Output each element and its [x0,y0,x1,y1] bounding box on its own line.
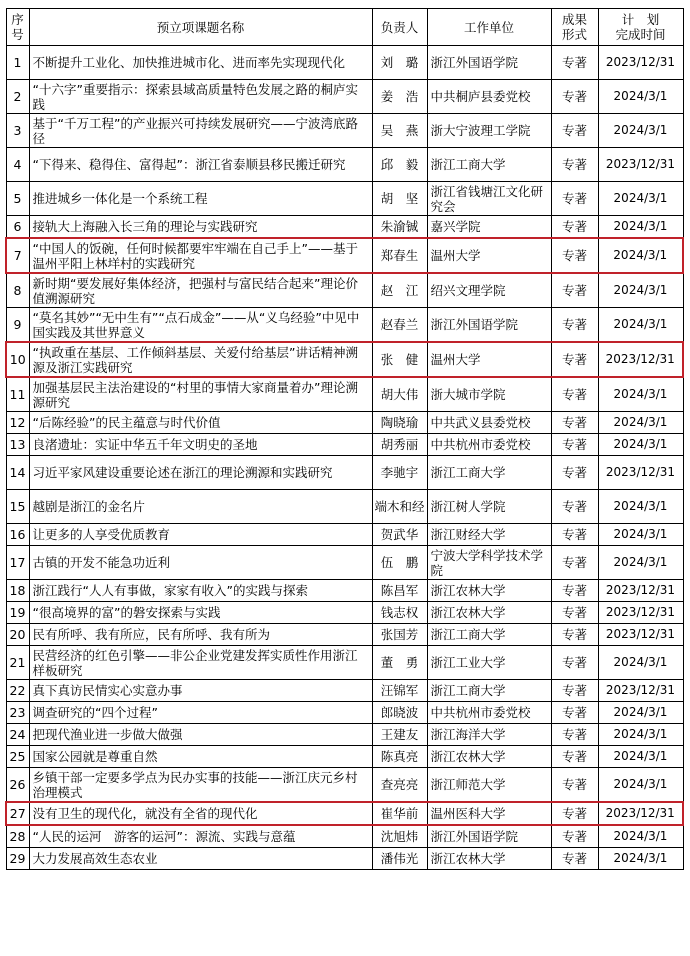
row-unit: 宁波大学科学技术学院 [427,546,551,580]
table-row [6,238,683,273]
row-form: 专著 [551,456,598,490]
row-title: “莫名其妙”“无中生有”“点石成金”——从“义乌经验”中见中国实践及其世界意义 [29,308,372,343]
table-row [6,377,683,412]
table-row [6,802,683,825]
row-leader: 郑春生 [372,238,427,273]
row-title: 新时期“要发展好集体经济，把强村与富民结合起来”理论价值溯源研究 [29,273,372,308]
row-leader: 沈旭炜 [372,825,427,848]
row-form: 专著 [551,273,598,308]
row-no: 5 [6,182,29,216]
row-title: 民营经济的红色引擎——非公企业党建发挥实质性作用浙江样板研究 [29,646,372,680]
row-unit: 浙江海洋大学 [427,724,551,746]
row-leader: 查亮亮 [372,768,427,803]
row-title: 古镇的开发不能急功近利 [29,546,372,580]
row-form: 专著 [551,646,598,680]
table-row [6,216,683,239]
row-unit: 浙大宁波理工学院 [427,114,551,148]
row-date: 2023/12/31 [598,602,683,624]
table-row [6,456,683,490]
table-row [6,680,683,702]
row-form: 专著 [551,702,598,724]
row-title: “人民的运河 游客的运河”：源流、实践与意蕴 [29,825,372,848]
table-row [6,624,683,646]
row-no: 16 [6,524,29,546]
row-title: 习近平家风建设重要论述在浙江的理论溯源和实践研究 [29,456,372,490]
row-title: 不断提升工业化、加快推进城市化、进而率先实现现代化 [29,46,372,80]
table-row [6,746,683,768]
row-no: 21 [6,646,29,680]
row-leader: 邱 毅 [372,148,427,182]
row-no: 12 [6,412,29,434]
table-row [6,434,683,456]
row-form: 专著 [551,490,598,524]
row-form: 专著 [551,848,598,870]
row-unit: 浙江省钱塘江文化研究会 [427,182,551,216]
row-title: 让更多的人享受优质教育 [29,524,372,546]
table-row [6,490,683,524]
row-form: 专著 [551,768,598,803]
row-date: 2024/3/1 [598,825,683,848]
row-title: 推进城乡一体化是一个系统工程 [29,182,372,216]
row-date: 2024/3/1 [598,524,683,546]
table-row [6,646,683,680]
row-form: 专著 [551,724,598,746]
row-no: 1 [6,46,29,80]
row-no: 6 [6,216,29,239]
row-title: “执政重在基层、工作倾斜基层、关爱付给基层”讲话精神溯源及浙江实践研究 [29,342,372,377]
row-no: 4 [6,148,29,182]
row-title: “很高境界的富”的磐安探索与实践 [29,602,372,624]
table-row [6,546,683,580]
row-form: 专著 [551,680,598,702]
row-no: 15 [6,490,29,524]
row-form: 专著 [551,412,598,434]
row-date: 2024/3/1 [598,377,683,412]
row-date: 2024/3/1 [598,80,683,114]
row-no: 11 [6,377,29,412]
row-title: “后陈经验”的民主蕴意与时代价值 [29,412,372,434]
row-leader: 伍 鹏 [372,546,427,580]
header-date: 计 划 完成时间 [598,9,683,46]
row-date: 2023/12/31 [598,680,683,702]
row-no: 17 [6,546,29,580]
row-date: 2024/3/1 [598,724,683,746]
row-form: 专著 [551,580,598,602]
row-no: 29 [6,848,29,870]
row-unit: 中共杭州市委党校 [427,434,551,456]
row-unit: 浙江农林大学 [427,746,551,768]
row-no: 7 [6,238,29,273]
row-form: 专著 [551,802,598,825]
row-title: “中国人的饭碗，任何时候都要牢牢端在自己手上”——基于温州平阳上林垟村的实践研究 [29,238,372,273]
row-leader: 钱志权 [372,602,427,624]
row-date: 2024/3/1 [598,434,683,456]
row-leader: 陈昌军 [372,580,427,602]
row-date: 2024/3/1 [598,216,683,239]
row-leader: 张 健 [372,342,427,377]
row-no: 13 [6,434,29,456]
row-form: 专著 [551,46,598,80]
row-form: 专著 [551,746,598,768]
row-date: 2024/3/1 [598,848,683,870]
row-leader: 赵 江 [372,273,427,308]
row-unit: 浙江农林大学 [427,848,551,870]
row-no: 23 [6,702,29,724]
table-row [6,702,683,724]
table-row [6,182,683,216]
header-leader: 负责人 [372,9,427,46]
table-row [6,825,683,848]
row-leader: 潘伟光 [372,848,427,870]
table-row [6,602,683,624]
row-form: 专著 [551,114,598,148]
row-leader: 姜 浩 [372,80,427,114]
row-form: 专著 [551,546,598,580]
row-date: 2024/3/1 [598,646,683,680]
table-row [6,580,683,602]
row-unit: 浙大城市学院 [427,377,551,412]
row-unit: 浙江师范大学 [427,768,551,803]
header-form: 成果 形式 [551,9,598,46]
row-unit: 浙江工商大学 [427,624,551,646]
row-leader: 李驰宇 [372,456,427,490]
row-leader: 端木和经 [372,490,427,524]
row-leader: 陈真亮 [372,746,427,768]
row-leader: 张国芳 [372,624,427,646]
row-no: 19 [6,602,29,624]
row-date: 2023/12/31 [598,802,683,825]
row-unit: 浙江农林大学 [427,580,551,602]
table-row [6,848,683,870]
row-date: 2024/3/1 [598,702,683,724]
header-title: 预立项课题名称 [29,9,372,46]
row-title: 基于“千万工程”的产业振兴可持续发展研究——宁波湾底路径 [29,114,372,148]
row-title: 越剧是浙江的金名片 [29,490,372,524]
row-no: 9 [6,308,29,343]
project-table-container [5,8,684,870]
row-unit: 浙江农林大学 [427,602,551,624]
row-no: 14 [6,456,29,490]
table-row [6,412,683,434]
table-row [6,724,683,746]
row-title: 乡镇干部一定要多学点为民办实事的技能——浙江庆元乡村治理模式 [29,768,372,803]
row-leader: 吴 燕 [372,114,427,148]
row-form: 专著 [551,342,598,377]
row-no: 3 [6,114,29,148]
row-title: 国家公园就是尊重自然 [29,746,372,768]
row-date: 2024/3/1 [598,182,683,216]
row-title: 把现代渔业进一步做大做强 [29,724,372,746]
row-no: 26 [6,768,29,803]
row-form: 专著 [551,148,598,182]
row-leader: 胡秀丽 [372,434,427,456]
table-row [6,342,683,377]
header-no: 序 号 [6,9,29,46]
row-form: 专著 [551,524,598,546]
row-title: “下得来、稳得住、富得起”：浙江省泰顺县移民搬迁研究 [29,148,372,182]
row-date: 2024/3/1 [598,273,683,308]
row-no: 10 [6,342,29,377]
row-title: 调查研究的“四个过程” [29,702,372,724]
row-title: 接轨大上海融入长三角的理论与实践研究 [29,216,372,239]
header-unit: 工作单位 [427,9,551,46]
row-unit: 浙江工业大学 [427,646,551,680]
row-title: 真下真访民情实心实意办事 [29,680,372,702]
row-form: 专著 [551,238,598,273]
row-unit: 中共桐庐县委党校 [427,80,551,114]
row-form: 专著 [551,434,598,456]
row-title: “十六字”重要指示：探索县域高质量特色发展之路的桐庐实践 [29,80,372,114]
table-row [6,114,683,148]
row-date: 2023/12/31 [598,456,683,490]
row-form: 专著 [551,825,598,848]
table-row [6,80,683,114]
row-no: 8 [6,273,29,308]
row-leader: 崔华前 [372,802,427,825]
row-date: 2024/3/1 [598,546,683,580]
row-unit: 温州大学 [427,342,551,377]
row-leader: 郎晓波 [372,702,427,724]
row-title: 大力发展高效生态农业 [29,848,372,870]
row-no: 25 [6,746,29,768]
row-unit: 中共杭州市委党校 [427,702,551,724]
row-leader: 汪锦军 [372,680,427,702]
row-date: 2024/3/1 [598,768,683,803]
row-no: 27 [6,802,29,825]
row-form: 专著 [551,624,598,646]
table-row [6,308,683,343]
row-form: 专著 [551,377,598,412]
row-no: 24 [6,724,29,746]
row-no: 20 [6,624,29,646]
row-date: 2024/3/1 [598,746,683,768]
row-no: 18 [6,580,29,602]
table-row [6,768,683,803]
table-row [6,46,683,80]
row-date: 2023/12/31 [598,148,683,182]
row-unit: 嘉兴学院 [427,216,551,239]
row-date: 2024/3/1 [598,114,683,148]
row-leader: 胡大伟 [372,377,427,412]
row-form: 专著 [551,602,598,624]
row-unit: 温州医科大学 [427,802,551,825]
row-title: 没有卫生的现代化，就没有全省的现代化 [29,802,372,825]
row-unit: 中共武义县委党校 [427,412,551,434]
row-unit: 浙江外国语学院 [427,825,551,848]
row-leader: 董 勇 [372,646,427,680]
row-leader: 胡 坚 [372,182,427,216]
row-leader: 刘 璐 [372,46,427,80]
row-form: 专著 [551,182,598,216]
row-date: 2023/12/31 [598,580,683,602]
row-no: 22 [6,680,29,702]
row-date: 2023/12/31 [598,46,683,80]
row-form: 专著 [551,216,598,239]
row-unit: 浙江工商大学 [427,456,551,490]
row-unit: 绍兴文理学院 [427,273,551,308]
row-unit: 温州大学 [427,238,551,273]
row-leader: 朱渝铖 [372,216,427,239]
row-date: 2024/3/1 [598,238,683,273]
row-title: 加强基层民主法治建设的“村里的事情大家商量着办”理论溯源研究 [29,377,372,412]
row-title: 民有所呼、我有所应，民有所呼、我有所为 [29,624,372,646]
header-row [6,9,683,46]
row-unit: 浙江工商大学 [427,148,551,182]
table-row [6,148,683,182]
row-unit: 浙江外国语学院 [427,46,551,80]
row-date: 2024/3/1 [598,490,683,524]
table-row [6,524,683,546]
row-unit: 浙江工商大学 [427,680,551,702]
row-title: 浙江践行“人人有事做，家家有收入”的实践与探索 [29,580,372,602]
row-form: 专著 [551,80,598,114]
row-title: 良渚遗址：实证中华五千年文明史的圣地 [29,434,372,456]
row-unit: 浙江树人学院 [427,490,551,524]
row-date: 2024/3/1 [598,308,683,343]
row-no: 2 [6,80,29,114]
row-leader: 陶晓瑜 [372,412,427,434]
row-no: 28 [6,825,29,848]
row-date: 2023/12/31 [598,342,683,377]
row-date: 2023/12/31 [598,624,683,646]
row-leader: 贺武华 [372,524,427,546]
row-date: 2024/3/1 [598,412,683,434]
row-form: 专著 [551,308,598,343]
table-row [6,273,683,308]
row-leader: 赵春兰 [372,308,427,343]
row-leader: 王建友 [372,724,427,746]
row-unit: 浙江外国语学院 [427,308,551,343]
row-unit: 浙江财经大学 [427,524,551,546]
project-table [5,8,684,870]
